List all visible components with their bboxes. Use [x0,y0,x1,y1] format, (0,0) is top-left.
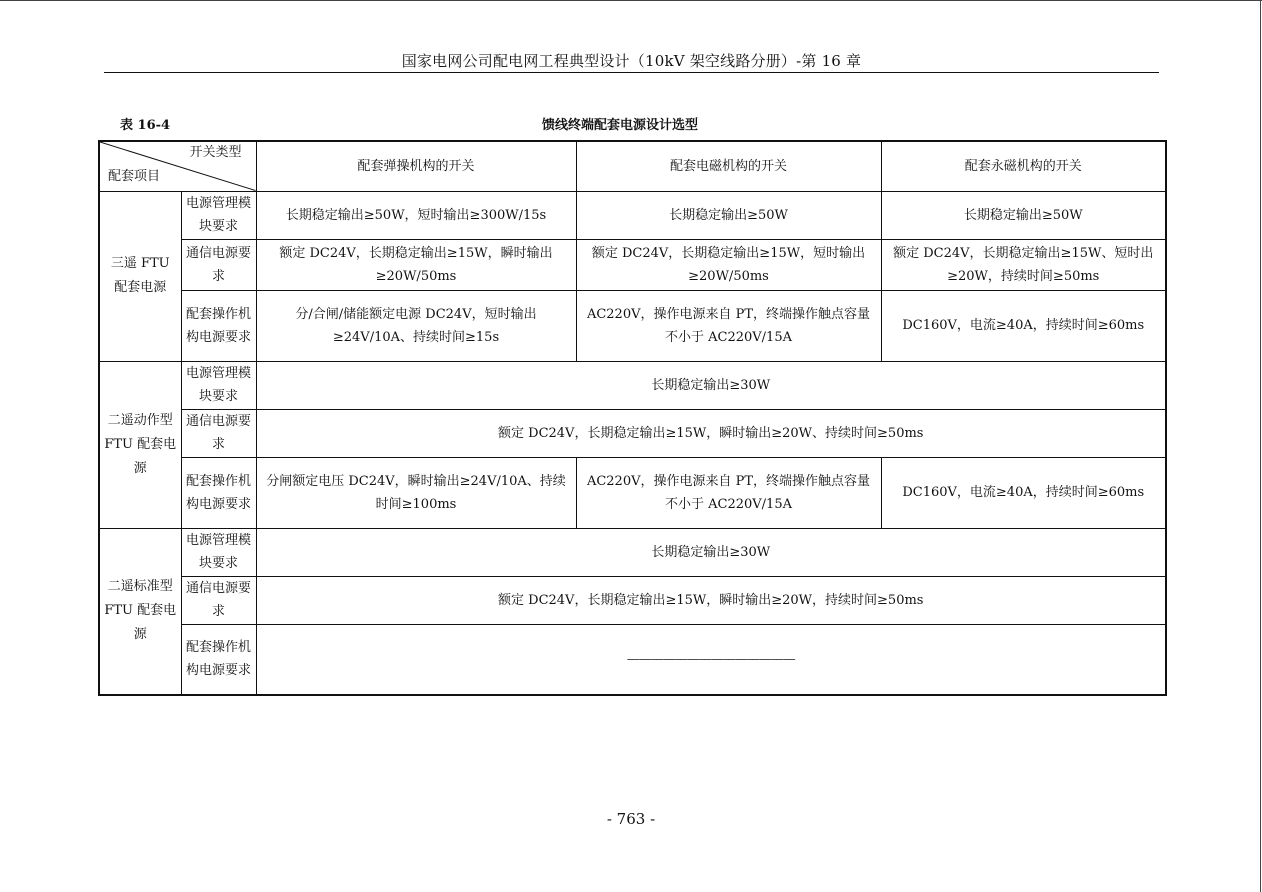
table-row [99,290,1166,361]
table-cell-merged: 长期稳定输出≥30W [256,361,1166,409]
power-spec-table [98,140,1167,696]
row-item-label: 通信电源要求 [181,576,256,624]
table-title: 馈线终端配套电源设计选型 [541,118,698,133]
column-header-permanent-magnet: 配套永磁机构的开关 [881,141,1166,191]
table-cell: 分闸额定电压 DC24V，瞬时输出≥24V/10A、持续时间≥100ms [256,457,576,528]
page-frame-top [0,0,1262,1]
table-row [99,239,1166,290]
column-header-electromagnetic: 配套电磁机构的开关 [576,141,881,191]
table-header-row [99,141,1166,191]
table-cell-merged: 额定 DC24V，长期稳定输出≥15W，瞬时输出≥20W，持续时间≥50ms [256,576,1166,624]
table-cell: 长期稳定输出≥50W [576,191,881,239]
header-rule [104,72,1159,73]
table-row [99,361,1166,409]
table-cell: 额定 DC24V，长期稳定输出≥15W，瞬时输出≥20W/50ms [256,239,576,290]
table-row [99,457,1166,528]
page-number: - 763 - [606,810,656,828]
table-row [99,624,1166,695]
group-label-3-remote: 三遥 FTU 配套电源 [99,191,181,361]
row-item-label: 配套操作机构电源要求 [181,457,256,528]
table-cell: 额定 DC24V，长期稳定输出≥15W、短时出≥20W，持续时间≥50ms [881,239,1166,290]
corner-header-item: 配套项目 [108,168,161,184]
row-item-label: 配套操作机构电源要求 [181,624,256,695]
page-frame-right [1260,0,1261,892]
not-applicable-dash: —————————————— [626,651,795,667]
running-header-title: 国家电网公司配电网工程典型设计（10kV 架空线路分册）-第 16 章 [401,52,862,70]
table-row [99,191,1166,239]
row-item-label: 配套操作机构电源要求 [181,290,256,361]
table-cell-merged: 额定 DC24V，长期稳定输出≥15W，瞬时输出≥20W、持续时间≥50ms [256,409,1166,457]
table-cell: AC220V，操作电源来自 PT，终端操作触点容量不小于 AC220V/15A [576,290,881,361]
table-cell: 长期稳定输出≥50W [881,191,1166,239]
table-cell-not-applicable [256,624,1166,695]
table-cell-merged: 长期稳定输出≥30W [256,528,1166,576]
column-header-spring: 配套弹操机构的开关 [256,141,576,191]
corner-header-switch-type: 开关类型 [189,145,242,160]
row-item-label: 通信电源要求 [181,409,256,457]
row-item-label: 通信电源要求 [181,239,256,290]
table-cell: AC220V，操作电源来自 PT，终端操作触点容量不小于 AC220V/15A [576,457,881,528]
group-label-2-remote-standard: 二遥标准型 FTU 配套电源 [99,528,181,695]
group-label-2-remote-action: 二遥动作型 FTU 配套电源 [99,361,181,528]
corner-header-cell [99,141,256,191]
table-cell: 分/合闸/储能额定电源 DC24V，短时输出≥24V/10A、持续时间≥15s [256,290,576,361]
row-item-label: 电源管理模块要求 [181,361,256,409]
table-cell: 额定 DC24V，长期稳定输出≥15W，短时输出≥20W/50ms [576,239,881,290]
table-row [99,528,1166,576]
row-item-label: 电源管理模块要求 [181,191,256,239]
table-cell: 长期稳定输出≥50W，短时输出≥300W/15s [256,191,576,239]
table-row [99,409,1166,457]
table-row [99,576,1166,624]
table-cell: DC160V，电流≥40A，持续时间≥60ms [881,457,1166,528]
row-item-label: 电源管理模块要求 [181,528,256,576]
table-cell: DC160V，电流≥40A，持续时间≥60ms [881,290,1166,361]
table-number: 表 16-4 [120,118,171,133]
